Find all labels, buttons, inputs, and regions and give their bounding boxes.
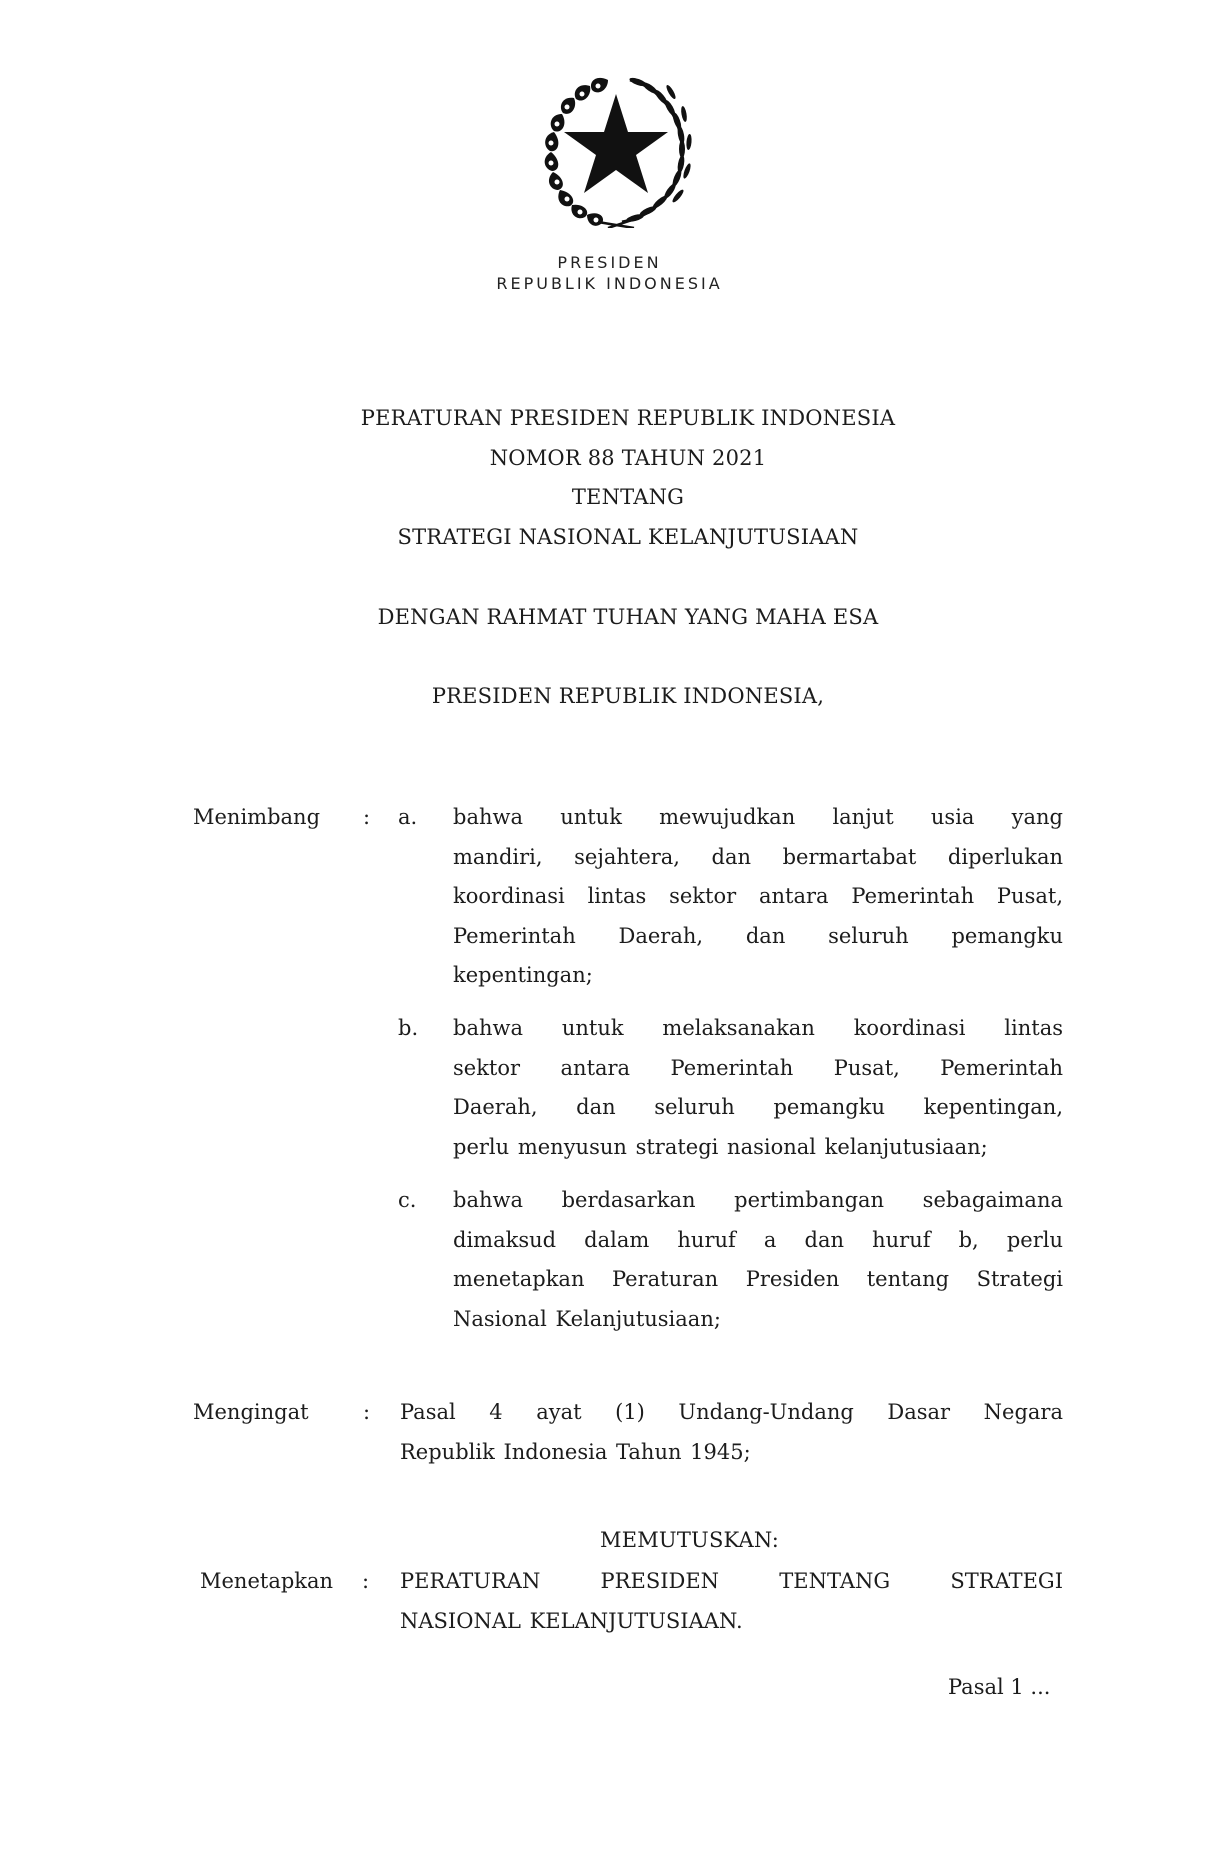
regulation-subject: STRATEGI NASIONAL KELANJUTUSIAAN — [397, 525, 859, 549]
menetapkan-label: Menetapkan — [200, 1569, 334, 1593]
text-line: bahwa untuk mewujudkan lanjut usia yang — [453, 805, 1063, 829]
menimbang-item-a-letter: a. — [398, 805, 418, 829]
text-line: bahwa berdasarkan pertimbangan sebagaimana — [453, 1188, 1063, 1212]
text-line: dimaksud dalam huruf a dan huruf b, perlu — [453, 1227, 1063, 1252]
text-line: Daerah, dan seluruh pemangku kepentingan, — [453, 1095, 1063, 1119]
text-line: Pemerintah Daerah, dan seluruh pemangku — [453, 923, 1063, 948]
text-line: NASIONAL KELANJUTUSIAAN. — [400, 1608, 743, 1633]
menimbang-item-b — [453, 1009, 1063, 1167]
text-line: Pasal 4 ayat (1) Undang-Undang Dasar Negara — [400, 1400, 1063, 1424]
mengingat-label: Mengingat — [193, 1400, 309, 1424]
regulation-number: NOMOR 88 TAHUN 2021 — [489, 446, 767, 470]
text-line: mandiri, sejahtera, dan bermartabat diperlukan — [453, 844, 1063, 869]
regulation-tentang: TENTANG — [571, 485, 685, 509]
menimbang-colon: : — [363, 805, 371, 829]
text-line: kepentingan; — [453, 963, 593, 987]
menetapkan-text — [400, 1562, 1063, 1641]
menimbang-label: Menimbang — [193, 805, 321, 829]
menimbang-item-c-letter: c. — [398, 1188, 417, 1212]
menimbang-item-b-letter: b. — [398, 1016, 419, 1040]
text-line: menetapkan Peraturan Presiden tentang Strategi — [453, 1267, 1063, 1291]
text-line: koordinasi lintas sektor antara Pemerintah Pusat, — [453, 884, 1063, 908]
mengingat-colon: : — [363, 1400, 371, 1424]
text-line: PERATURAN PRESIDEN TENTANG STRATEGI — [400, 1569, 1063, 1593]
star-icon — [564, 94, 668, 193]
presidential-emblem-icon — [538, 72, 694, 228]
next-page-catchword: Pasal 1 ... — [948, 1675, 1051, 1699]
text-line: Nasional Kelanjutusiaan; — [453, 1306, 721, 1331]
header-org-line2: REPUBLIK INDONESIA — [496, 274, 723, 293]
text-line: Republik Indonesia Tahun 1945; — [400, 1439, 751, 1464]
invocation: DENGAN RAHMAT TUHAN YANG MAHA ESA — [377, 605, 879, 629]
header-org-line1: PRESIDEN — [557, 253, 662, 272]
text-line: sektor antara Pemerintah Pusat, Pemerintah — [453, 1055, 1063, 1080]
memutuskan-heading: MEMUTUSKAN: — [600, 1528, 780, 1552]
mengingat-text — [400, 1393, 1063, 1472]
text-line: bahwa untuk melaksanakan koordinasi lintas — [453, 1016, 1063, 1040]
menimbang-item-a — [453, 798, 1063, 996]
menimbang-item-c — [453, 1181, 1063, 1339]
regulation-title: PERATURAN PRESIDEN REPUBLIK INDONESIA — [360, 406, 896, 430]
text-line: perlu menyusun strategi nasional kelanjutusiaan; — [453, 1134, 988, 1159]
issuer: PRESIDEN REPUBLIK INDONESIA, — [431, 684, 825, 708]
menetapkan-colon: : — [362, 1569, 370, 1593]
